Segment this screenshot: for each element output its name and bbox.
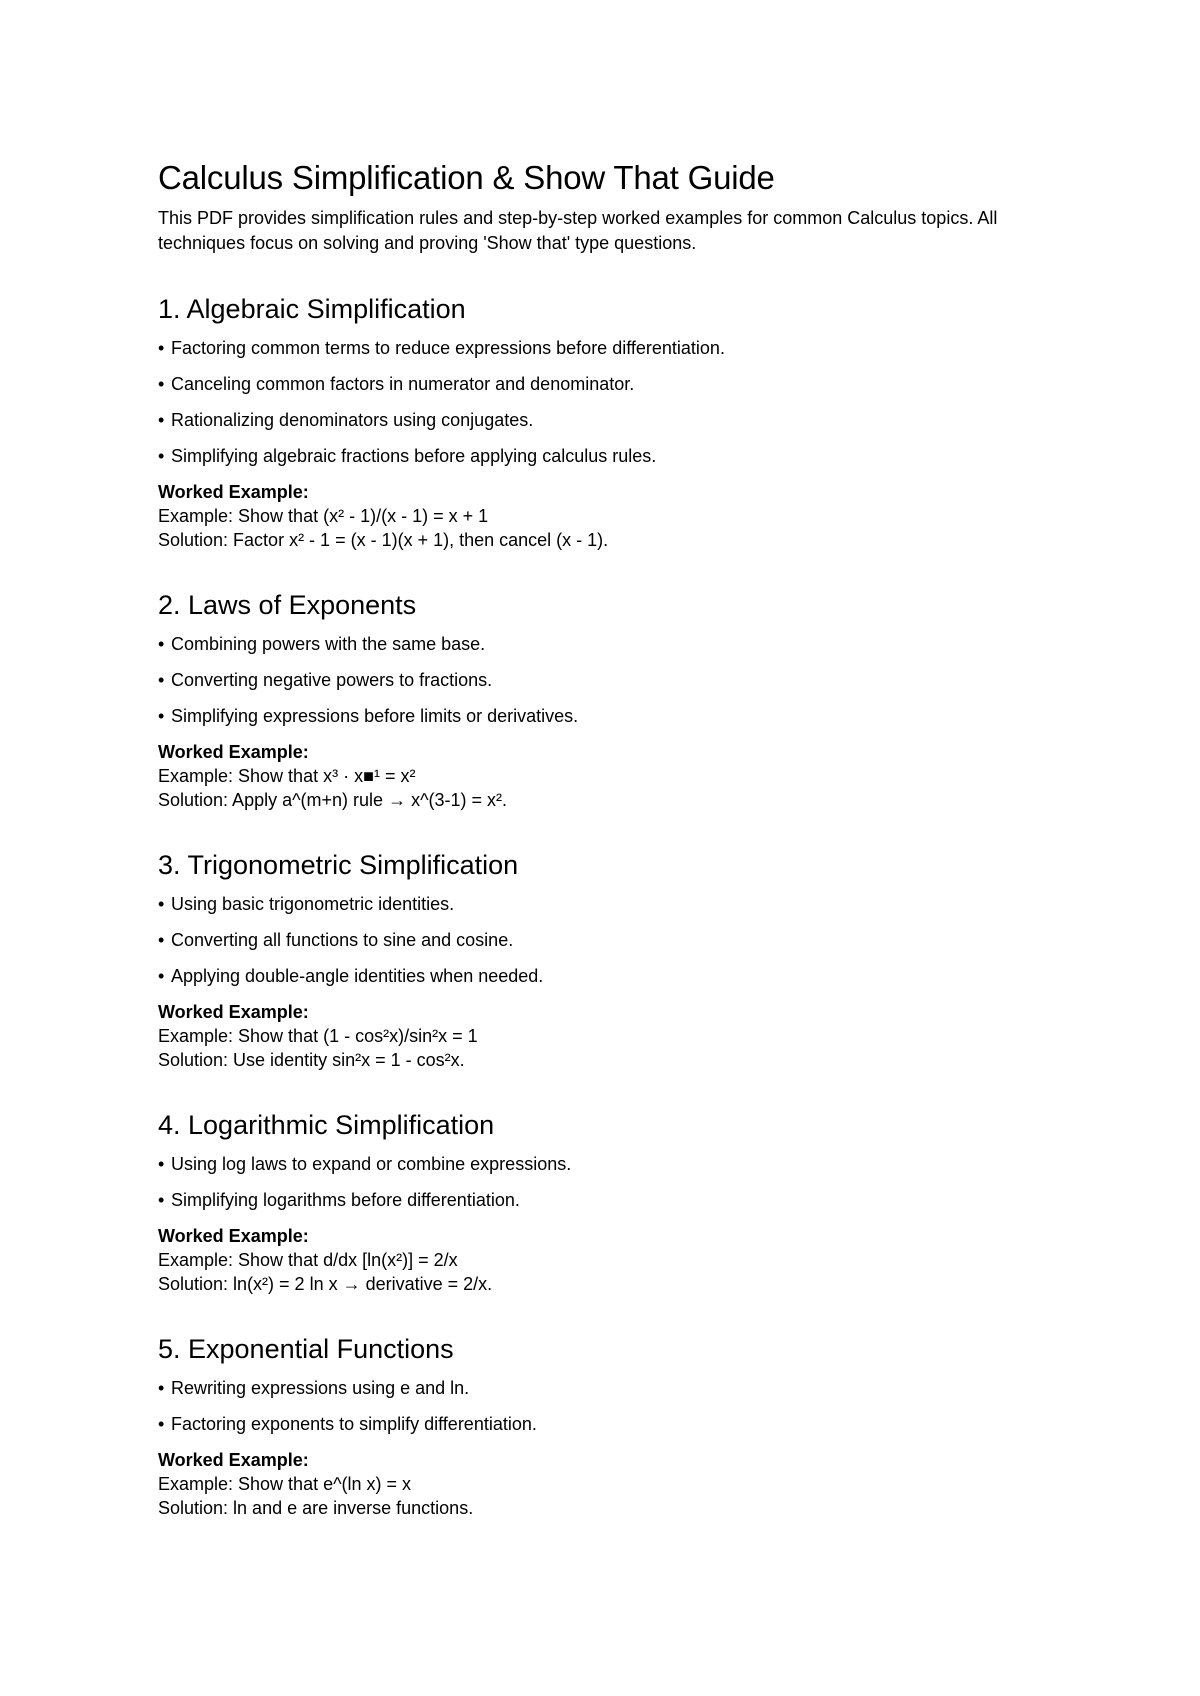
section-5 — [158, 1332, 1058, 1520]
list-item — [158, 892, 1058, 916]
list-item — [158, 928, 1058, 952]
bullet-text: Simplifying expressions before limits or derivatives. — [171, 706, 579, 726]
bullet-list — [158, 336, 1058, 468]
bullet-mark: • — [158, 446, 165, 466]
worked-example-label: Worked Example: — [158, 1002, 309, 1022]
list-item — [158, 1412, 1058, 1436]
sections-container — [158, 292, 1058, 1520]
section-heading: 1. Algebraic Simplification — [158, 294, 466, 324]
bullet-mark: • — [158, 634, 165, 654]
example-statement: Example: Show that (x² - 1)/(x - 1) = x + 1 — [158, 506, 489, 526]
list-item — [158, 1376, 1058, 1400]
bullet-mark: • — [158, 374, 165, 394]
section-heading: 3. Trigonometric Simplification — [158, 850, 519, 880]
list-item — [158, 444, 1058, 468]
example-solution: Solution: ln and e are inverse functions. — [158, 1498, 474, 1518]
section-heading: 4. Logarithmic Simplification — [158, 1110, 495, 1140]
example-solution: Solution: Factor x² - 1 = (x - 1)(x + 1), then cancel (x - 1). — [158, 530, 609, 550]
bullet-text: Canceling common factors in numerator and denominator. — [171, 374, 635, 394]
worked-example-label: Worked Example: — [158, 1226, 309, 1246]
bullet-list — [158, 892, 1058, 988]
bullet-list — [158, 632, 1058, 728]
bullet-text: Rationalizing denominators using conjugates. — [171, 410, 534, 430]
list-item — [158, 336, 1058, 360]
document-page — [158, 158, 1058, 1520]
list-item — [158, 668, 1058, 692]
bullet-list — [158, 1376, 1058, 1436]
bullet-mark: • — [158, 338, 165, 358]
bullet-mark: • — [158, 930, 165, 950]
section-3 — [158, 848, 1058, 1072]
bullet-mark: • — [158, 1154, 165, 1174]
bullet-text: Applying double-angle identities when needed. — [171, 966, 544, 986]
section-heading: 5. Exponential Functions — [158, 1334, 454, 1364]
worked-example-label: Worked Example: — [158, 742, 309, 762]
list-item — [158, 704, 1058, 728]
bullet-text: Rewriting expressions using e and ln. — [171, 1378, 470, 1398]
bullet-mark: • — [158, 706, 165, 726]
worked-example-label: Worked Example: — [158, 1450, 309, 1470]
intro-paragraph: This PDF provides simplification rules and step-by-step worked examples for common Calculus topics. All techniques focus on solving and proving 'Show that' type questions. — [158, 208, 998, 253]
worked-example-label: Worked Example: — [158, 482, 309, 502]
section-heading: 2. Laws of Exponents — [158, 590, 417, 620]
example-solution: Solution: Apply a^(m+n) rule → x^(3-1) = x². — [158, 790, 508, 810]
example-statement: Example: Show that (1 - cos²x)/sin²x = 1 — [158, 1026, 478, 1046]
bullet-mark: • — [158, 966, 165, 986]
bullet-list — [158, 1152, 1058, 1212]
section-2 — [158, 588, 1058, 812]
list-item — [158, 632, 1058, 656]
bullet-mark: • — [158, 1190, 165, 1210]
section-4 — [158, 1108, 1058, 1296]
bullet-text: Using basic trigonometric identities. — [171, 894, 455, 914]
list-item — [158, 1188, 1058, 1212]
section-1 — [158, 292, 1058, 552]
bullet-mark: • — [158, 670, 165, 690]
bullet-text: Factoring common terms to reduce expressions before differentiation. — [171, 338, 725, 358]
bullet-text: Factoring exponents to simplify differentiation. — [171, 1414, 537, 1434]
document-title: Calculus Simplification & Show That Guide — [158, 159, 775, 196]
bullet-mark: • — [158, 1414, 165, 1434]
example-statement: Example: Show that x³ · x■¹ = x² — [158, 766, 416, 786]
bullet-mark: • — [158, 1378, 165, 1398]
list-item — [158, 964, 1058, 988]
list-item — [158, 372, 1058, 396]
bullet-text: Converting negative powers to fractions. — [171, 670, 493, 690]
example-solution: Solution: ln(x²) = 2 ln x → derivative = 2/x. — [158, 1274, 493, 1294]
example-statement: Example: Show that e^(ln x) = x — [158, 1474, 412, 1494]
bullet-mark: • — [158, 894, 165, 914]
bullet-text: Combining powers with the same base. — [171, 634, 486, 654]
bullet-text: Using log laws to expand or combine expressions. — [171, 1154, 572, 1174]
list-item — [158, 1152, 1058, 1176]
example-solution: Solution: Use identity sin²x = 1 - cos²x. — [158, 1050, 465, 1070]
bullet-text: Simplifying logarithms before differentiation. — [171, 1190, 520, 1210]
example-statement: Example: Show that d/dx [ln(x²)] = 2/x — [158, 1250, 458, 1270]
bullet-mark: • — [158, 410, 165, 430]
bullet-text: Simplifying algebraic fractions before applying calculus rules. — [171, 446, 657, 466]
bullet-text: Converting all functions to sine and cosine. — [171, 930, 514, 950]
list-item — [158, 408, 1058, 432]
